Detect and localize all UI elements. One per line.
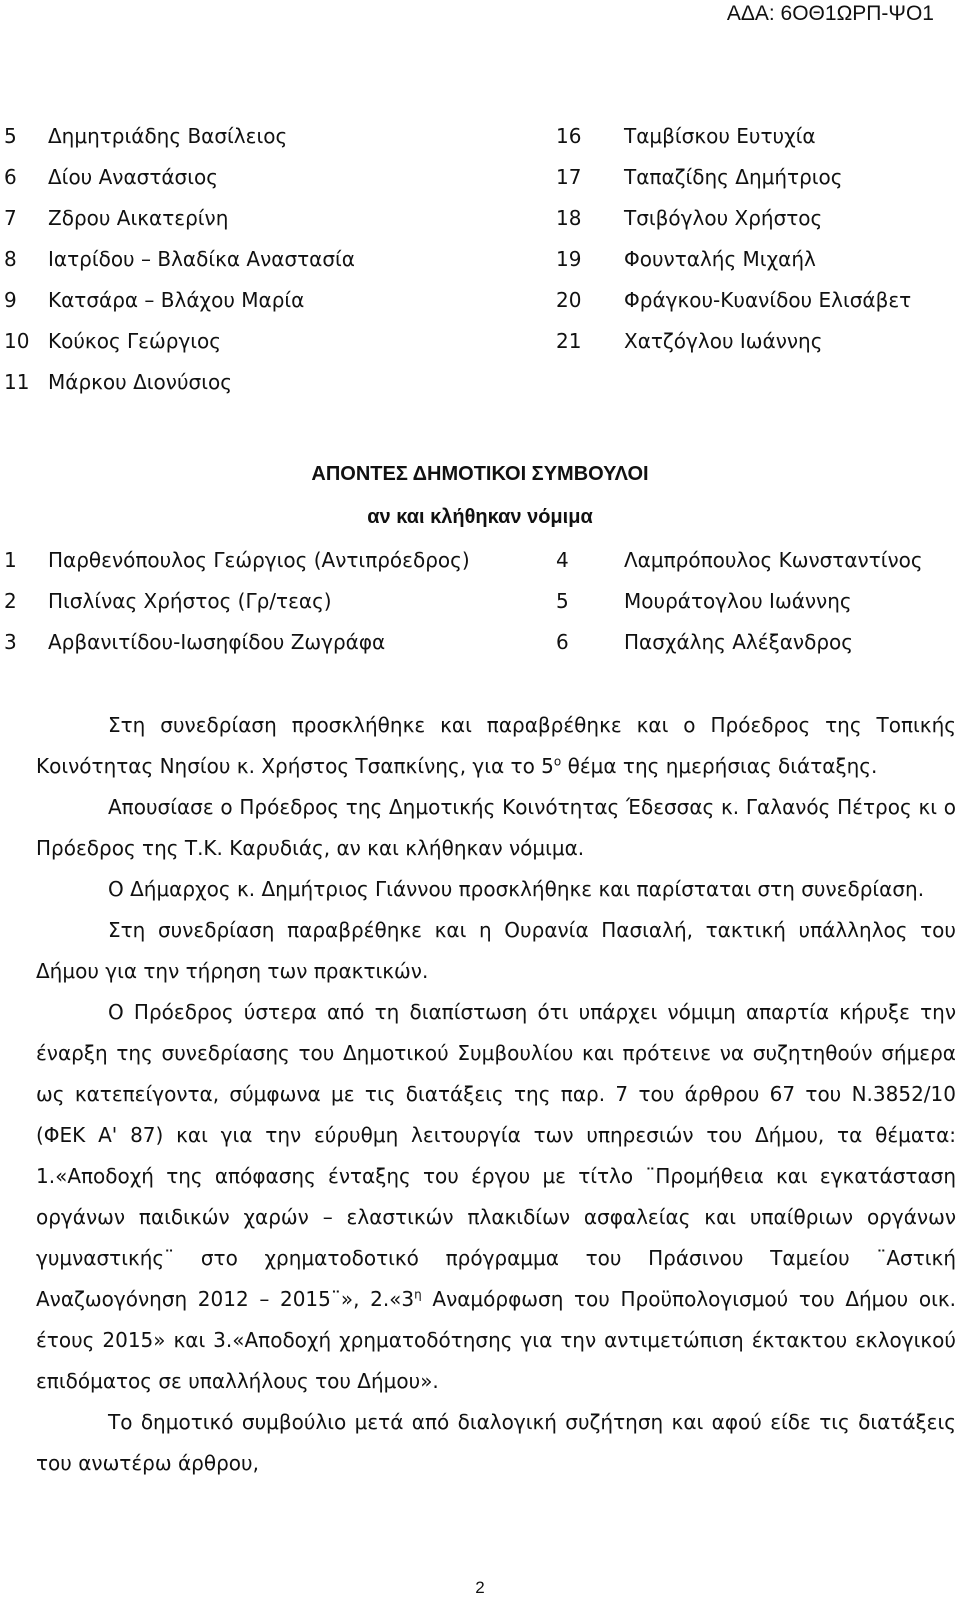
member-name: Ταμβίσκου Ευτυχία <box>624 124 816 148</box>
member-number: 1 <box>4 548 17 572</box>
member-name: Αρβανιτίδου-Ιωσηφίδου Ζωγράφα <box>48 630 386 654</box>
ada-code: ΑΔΑ: 6ΟΘ1ΩΡΠ-ΨΟ1 <box>726 2 934 25</box>
member-number: 7 <box>4 206 17 230</box>
paragraph-text: Στη συνεδρίαση προσκλήθηκε και παραβρέθηκε και ο Πρόεδρος της Τοπικής Κοινότητας Νησίου κ. Χρήστος Τσαπκίνης, για το 5 <box>36 713 956 778</box>
member-name: Μάρκου Διονύσιος <box>48 370 232 394</box>
member-number: 6 <box>556 630 569 654</box>
member-number: 4 <box>556 548 569 572</box>
member-name: Ζδρου Αικατερίνη <box>48 206 229 230</box>
member-name: Χατζόγλου Ιωάννης <box>624 329 823 353</box>
paragraph: Απουσίασε ο Πρόεδρος της Δημοτικής Κοινότητας Έδεσσας κ. Γαλανός Πέτρος κι ο Πρόεδρος της Τ.Κ. Καρυδιάς, αν και κλήθηκαν νόμιμα. <box>36 795 956 860</box>
member-number: 10 <box>4 329 30 353</box>
member-name: Κατσάρα – Βλάχου Μαρία <box>48 288 305 312</box>
member-name: Πισλίνας Χρήστος (Γρ/τεας) <box>48 589 332 613</box>
member-number: 5 <box>4 124 17 148</box>
member-number: 6 <box>4 165 17 189</box>
member-number: 19 <box>556 247 582 271</box>
paragraph-text: Αναμόρφωση του Προϋπολογισμού του Δήμου οικ. έτους 2015» και 3.«Αποδοχή χρηματοδότησης για την αντιμετώπιση έκτακτου εκλογικού επιδόματος σε υπαλλήλους του Δήμου». <box>36 1287 956 1393</box>
member-name: Δημητριάδης Βασίλειος <box>48 124 288 148</box>
member-name: Τσιβόγλου Χρήστος <box>624 206 823 230</box>
member-name: Λαμπρόπουλος Κωνσταντίνος <box>624 548 923 572</box>
member-number: 9 <box>4 288 17 312</box>
paragraph <box>36 992 956 1402</box>
member-number: 20 <box>556 288 582 312</box>
superscript: η <box>414 1287 422 1302</box>
member-name: Ιατρίδου – Βλαδίκα Αναστασία <box>48 247 355 271</box>
paragraph: Το δημοτικό συμβούλιο μετά από διαλογική συζήτηση και αφού είδε τις διατάξεις του ανωτέρω άρθρου, <box>36 1410 956 1475</box>
member-number: 8 <box>4 247 17 271</box>
paragraph: Ο Δήμαρχος κ. Δημήτριος Γιάννου προσκλήθηκε και παρίσταται στη συνεδρίαση. <box>108 877 925 901</box>
page-number: 2 <box>475 1578 485 1597</box>
member-number: 16 <box>556 124 582 148</box>
member-name: Δίου Αναστάσιος <box>48 165 218 189</box>
member-number: 2 <box>4 589 17 613</box>
member-name: Φουνταλής Μιχαήλ <box>624 247 816 271</box>
paragraph: Στη συνεδρίαση παραβρέθηκε και η Ουρανία Πασιαλή, τακτική υπάλληλος του Δήμου για την τήρηση των πρακτικών. <box>36 918 956 983</box>
minutes-body <box>36 705 956 1484</box>
member-name: Μουράτογλου Ιωάννης <box>624 589 852 613</box>
member-number: 11 <box>4 370 30 394</box>
member-number: 17 <box>556 165 582 189</box>
paragraph <box>36 705 956 787</box>
superscript: ο <box>553 754 562 769</box>
member-name: Πασχάλης Αλέξανδρος <box>624 630 853 654</box>
member-number: 3 <box>4 630 17 654</box>
paragraph-text: θέμα της ημερήσιας διάταξης. <box>561 754 878 778</box>
member-number: 21 <box>556 329 582 353</box>
paragraph-text: Ο Πρόεδρος ύστερα από τη διαπίστωση ότι υπάρχει νόμιμη απαρτία κήρυξε την έναρξη της συνεδρίασης του Δημοτικού Συμβουλίου και πρότεινε να συζητηθούν σήμερα ως κατεπείγοντα, σύμφωνα με τις διατάξεις της παρ. 7 του άρθρου 67 του Ν.3852/10 (ΦΕΚ Α' 87) και για την εύρυθμη λειτουργία των υπηρεσιών του Δήμου, τα θέματα: 1.«Αποδοχή της απόφασης ένταξης του έργου με τίτλο ¨Προμήθεια και εγκατάσταση οργάνων παιδικών χαρών – ελαστικών πλακιδίων ασφαλείας και υπαίθριων οργάνων γυμναστικής¨ στο χρηματοδοτικό πρόγραμμα του Πράσινου Ταμείου ¨Αστική Αναζωογόνηση 2012 – 2015¨», 2.«3 <box>36 1000 956 1311</box>
member-name: Ταπαζίδης Δημήτριος <box>624 165 843 189</box>
member-number: 18 <box>556 206 582 230</box>
absent-section-subtitle: αν και κλήθηκαν νόμιμα <box>367 506 593 528</box>
member-name: Κούκος Γεώργιος <box>48 329 222 353</box>
member-name: Παρθενόπουλος Γεώργιος (Αντιπρόεδρος) <box>48 548 470 572</box>
member-name: Φράγκου-Κυανίδου Ελισάβετ <box>624 288 912 312</box>
member-number: 5 <box>556 589 569 613</box>
absent-section-title: ΑΠΟΝΤΕΣ ΔΗΜΟΤΙΚΟΙ ΣΥΜΒΟΥΛΟΙ <box>311 463 649 485</box>
